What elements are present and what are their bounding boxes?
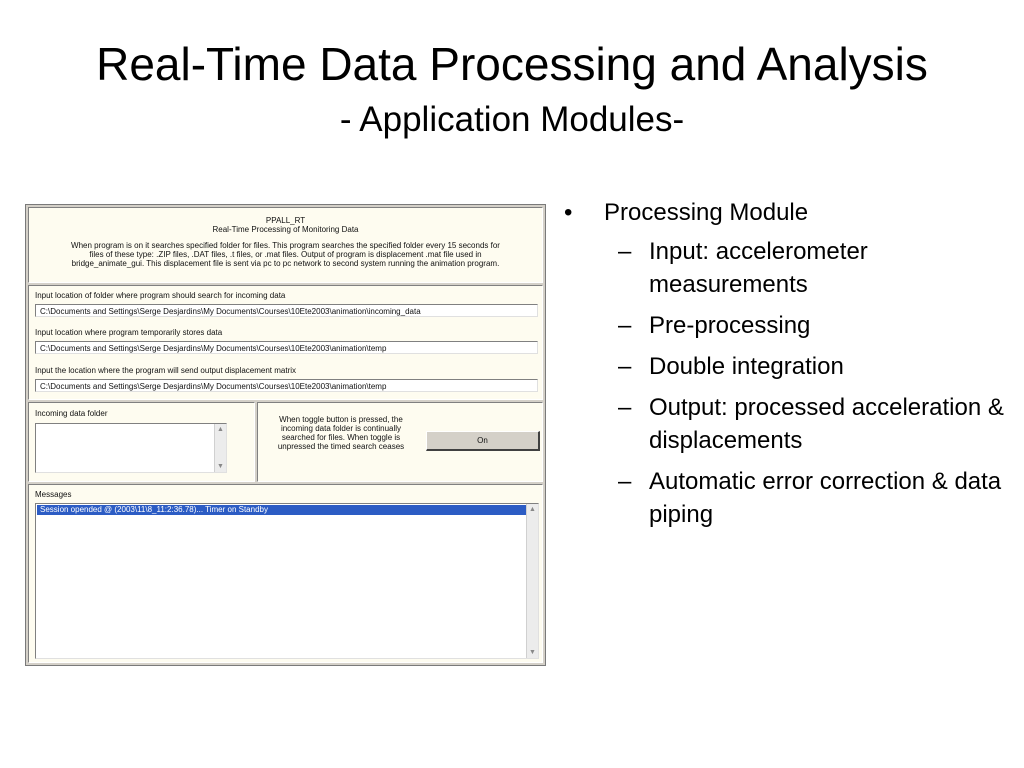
bullet-dot-icon: • [564, 199, 573, 226]
scroll-up-arrow-icon[interactable]: ▲ [217, 426, 224, 433]
sub-bullet [560, 465, 1010, 531]
toggle-panel [257, 402, 543, 482]
dash-icon: – [618, 353, 632, 380]
scrollbar[interactable] [214, 424, 226, 472]
scroll-down-arrow-icon[interactable]: ▼ [529, 649, 536, 656]
sub-bullet [560, 350, 1010, 383]
temp-folder-field[interactable]: C:\Documents and Settings\Serge Desjardins\My Documents\Courses\10Ete2003\animation\temp [35, 341, 538, 354]
bullet-main [560, 196, 1010, 229]
sub-bullet [560, 309, 1010, 342]
incoming-data-folder-label: Incoming data folder [35, 409, 108, 418]
paths-panel [28, 285, 543, 400]
incoming-folder-field[interactable]: C:\Documents and Settings\Serge Desjardins\My Documents\Courses\10Ete2003\animation\incoming_data [35, 304, 538, 317]
app-description: When program is on it searches specified folder for files. This program searches the specified folder every 15 seconds for files of these type: .ZIP files, .DAT files, .t files, or .mat files. Output of program is displacement .mat file used in bridge_animate_gui. This displacement file is sent via pc to pc network to second system running the animation program. [71, 241, 500, 268]
messages-list[interactable] [35, 503, 539, 659]
scrollbar[interactable] [526, 504, 538, 658]
list-item[interactable]: Session opended @ (2003\11\8_11:2:36.78)... Timer on Standby [37, 505, 526, 515]
incoming-folder-label: Input location of folder where program should search for incoming data [35, 291, 286, 300]
scroll-down-arrow-icon[interactable]: ▼ [217, 463, 224, 470]
bullet-list [560, 196, 1010, 531]
dash-icon: – [618, 394, 632, 421]
scroll-up-arrow-icon[interactable]: ▲ [529, 506, 536, 513]
temp-folder-label: Input location where program temporarily stores data [35, 328, 223, 337]
dash-icon: – [618, 468, 632, 495]
dash-icon: – [618, 238, 632, 265]
app-window [25, 204, 546, 666]
app-header-panel [28, 207, 543, 283]
slide-title: Real-Time Data Processing and Analysis [96, 38, 928, 90]
slide-subtitle: - Application Modules- [339, 100, 685, 139]
output-folder-label: Input the location where the program will send output displacement matrix [35, 366, 297, 375]
incoming-files-list[interactable] [35, 423, 227, 473]
sub-bullet-text: Output: processed acceleration & displacements [649, 394, 1004, 454]
sub-bullet [560, 391, 1010, 457]
incoming-folder-panel [28, 402, 255, 482]
sub-bullet-text: Input: accelerometer measurements [649, 238, 868, 298]
bullet-main-text: Processing Module [604, 199, 809, 226]
sub-bullet-text: Pre-processing [649, 312, 811, 339]
app-name: PPALL_RT [265, 216, 306, 225]
toggle-help-text: When toggle button is pressed, the incoming data folder is continually searched for files. When toggle is unpressed the timed search ceases [277, 415, 405, 451]
messages-label: Messages [35, 490, 72, 499]
sub-bullet [560, 235, 1010, 301]
sub-bullet-text: Automatic error correction & data piping [649, 468, 1002, 528]
dash-icon: – [618, 312, 632, 339]
output-folder-field[interactable]: C:\Documents and Settings\Serge Desjardins\My Documents\Courses\10Ete2003\animation\temp [35, 379, 538, 392]
app-subtitle: Real-Time Processing of Monitoring Data [212, 225, 359, 234]
on-toggle-button[interactable]: On [426, 431, 540, 451]
sub-bullet-text: Double integration [649, 353, 844, 380]
messages-panel [28, 484, 543, 663]
